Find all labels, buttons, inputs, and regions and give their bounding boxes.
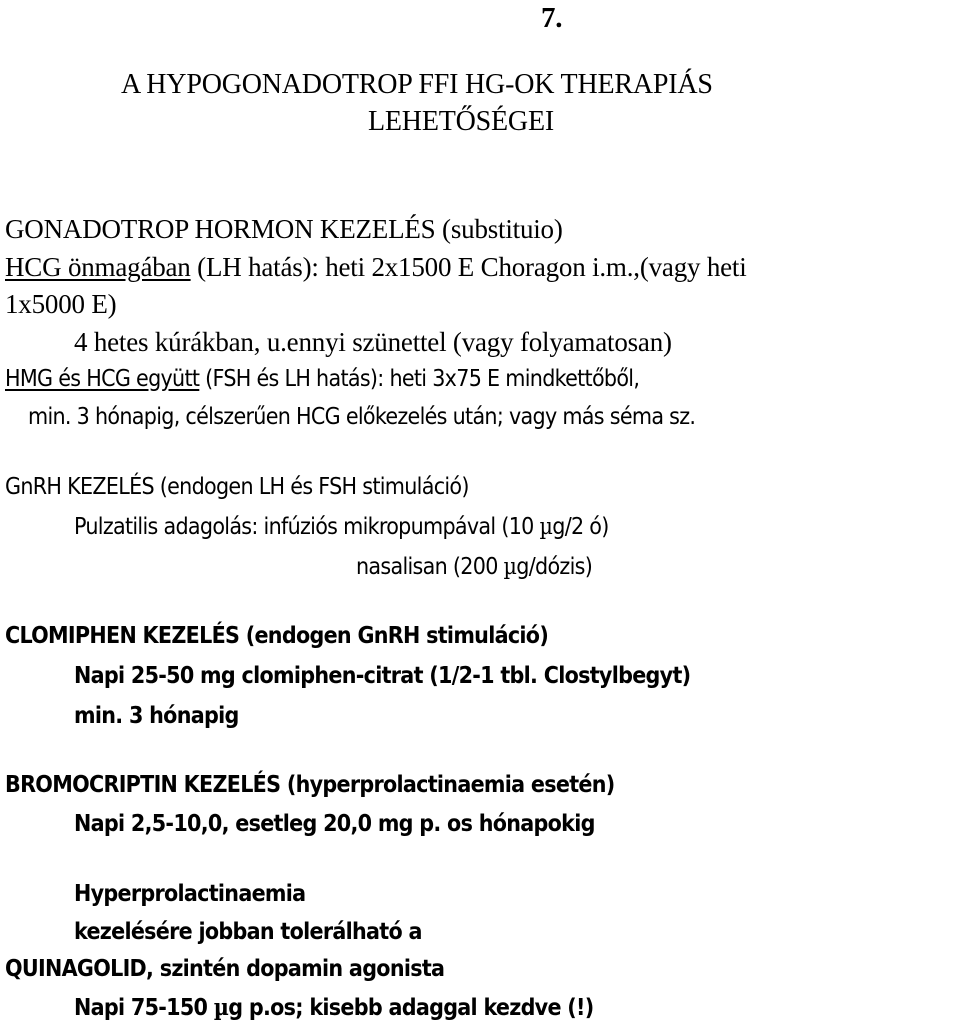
hcg-label: HCG önmagában: [5, 252, 191, 282]
hcg-line2: 1x5000 E): [5, 289, 117, 319]
gnrh-line2: [356, 556, 592, 579]
gnrh-line1-text: Pulzatilis adagolás: infúziós mikropumpával (10: [74, 514, 540, 540]
gnrh-line1-unit: g/2 ó): [552, 514, 609, 540]
page-number: 7.: [541, 2, 563, 34]
bromocriptin-heading: BROMOCRIPTIN KEZELÉS (hyperprolactinaemia esetén): [5, 772, 615, 798]
gnrh-line1: [74, 516, 609, 539]
mu-symbol: µ: [503, 554, 517, 580]
gnrh-line2-text: nasalisan (200: [356, 554, 504, 580]
mu-symbol: µ: [213, 994, 229, 1021]
hmg-line: [5, 368, 639, 391]
quinagolid-line2: kezelésére jobban tolerálható a: [74, 919, 422, 945]
clomiphen-line1: Napi 25-50 mg clomiphen-citrat (1/2-1 tbl. Clostylbegyt): [74, 663, 691, 689]
page-title-line1: A HYPOGONADOTROP FFI HG-OK THERAPIÁS: [121, 69, 713, 100]
quinagolid-line4: [74, 996, 594, 1020]
clomiphen-line2: min. 3 hónapig: [74, 703, 239, 729]
hmg-line2: min. 3 hónapig, célszerűen HCG előkezelés után; vagy más séma sz.: [28, 404, 696, 430]
hcg-line: [5, 254, 747, 281]
gonadotrop-heading: GONADOTROP HORMON KEZELÉS (substituio): [5, 214, 563, 244]
quinagolid-line4-text: Napi 75-150: [74, 995, 214, 1021]
hmg-rest: (FSH és LH hatás): heti 3x75 E mindkettőből,: [199, 366, 640, 392]
hcg-rest: (LH hatás): heti 2x1500 E Choragon i.m.,(vagy heti: [190, 252, 747, 282]
hmg-label: HMG és HCG együtt: [5, 366, 200, 392]
hcg-line3: 4 hetes kúrákban, u.ennyi szünettel (vagy folyamatosan): [74, 327, 672, 357]
quinagolid-line4-unit: g p.os; kisebb adaggal kezdve (!): [228, 995, 594, 1021]
gnrh-line2-unit: g/dózis): [516, 554, 593, 580]
page-title-line2: LEHETŐSÉGEI: [368, 106, 554, 137]
clomiphen-heading: CLOMIPHEN KEZELÉS (endogen GnRH stimuláció): [5, 623, 549, 649]
mu-symbol: µ: [539, 514, 553, 540]
gnrh-heading: GnRH KEZELÉS (endogen LH és FSH stimuláció): [5, 474, 469, 500]
quinagolid-line3: QUINAGOLID, szintén dopamin agonista: [5, 956, 445, 982]
quinagolid-line1: Hyperprolactinaemia: [74, 881, 306, 907]
bromocriptin-line1: Napi 2,5-10,0, esetleg 20,0 mg p. os hónapokig: [74, 811, 595, 837]
